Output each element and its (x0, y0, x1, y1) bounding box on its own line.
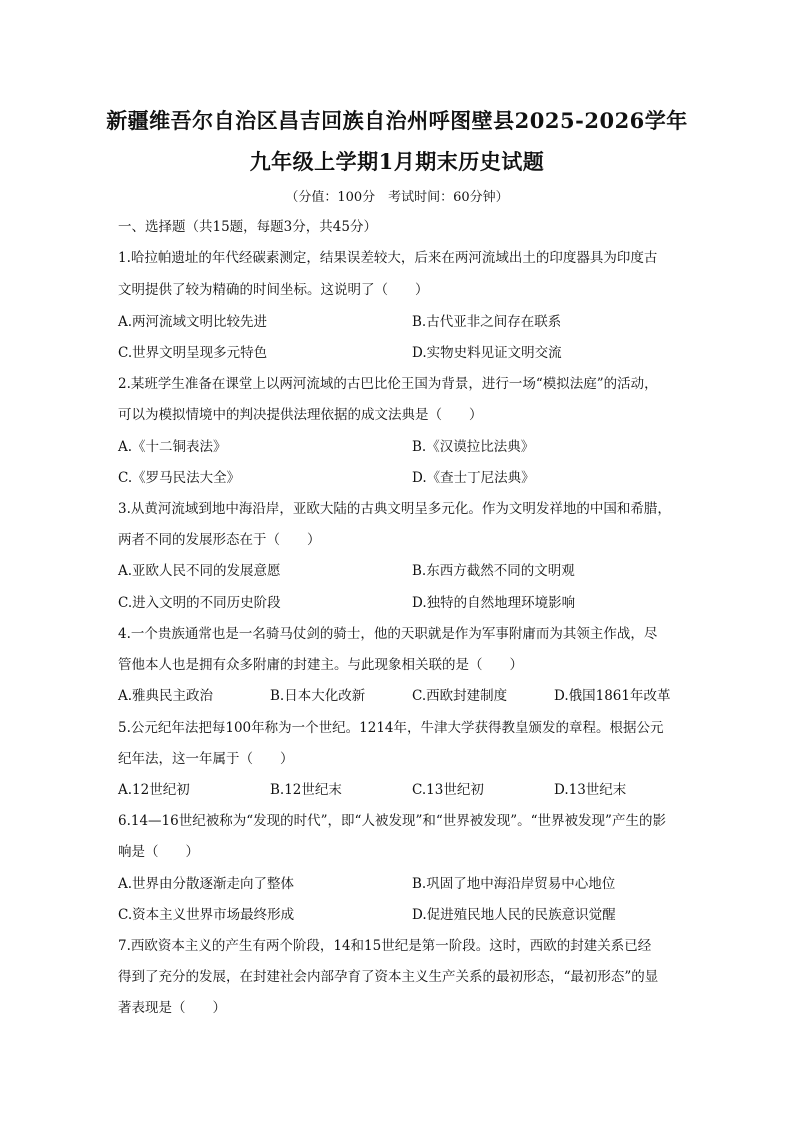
question-1-line-1: 1.哈拉帕遗址的年代经碳素测定，结果误差较大，后来在两河流域出土的印度器具为印度古 (118, 250, 658, 266)
exam-info: （分值：100分 考试时间：60分钟） (285, 190, 509, 205)
question-2-line-1: 2.某班学生准备在课堂上以两河流域的古巴比伦王国为背景，进行一场“模拟法庭”的活动， (118, 376, 658, 392)
question-4-line-1: 4.一个贵族通常也是一名骑马仗剑的骑士，他的天职就是作为军事附庸而为其领主作战，尽 (118, 626, 658, 642)
question-7-line-2: 得到了充分的发展，在封建社会内部孕育了资本主义生产关系的最初形态，“最初形态”的显 (118, 969, 659, 985)
question-3-option-a: A.亚欧人民不同的发展意愿 (118, 563, 281, 579)
question-4-option-d: D.俄国1861年改革 (554, 688, 671, 704)
question-1-option-d: D.实物史料见证文明交流 (412, 345, 562, 361)
question-4-line-2: 管他本人也是拥有众多附庸的封建主。与此现象相关联的是（ ） (118, 657, 523, 673)
question-1-line-2: 文明提供了较为精确的时间坐标。这说明了（ ） (118, 282, 429, 298)
question-6-option-b: B.巩固了地中海沿岸贸易中心地位 (412, 876, 616, 892)
question-1-option-a: A.两河流域文明比较先进 (118, 314, 268, 330)
question-2-option-c: C.《罗马民法大全》 (118, 470, 241, 486)
question-6-option-d: D.促进殖民地人民的民族意识觉醒 (412, 907, 616, 923)
question-3-option-c: C.进入文明的不同历史阶段 (118, 595, 281, 611)
question-1-option-c: C.世界文明呈现多元特色 (118, 345, 268, 361)
question-1-option-b: B.古代亚非之间存在联系 (412, 314, 562, 330)
question-2-line-2: 可以为模拟情境中的判决提供法理依据的成文法典是（ ） (118, 407, 483, 423)
page-title-line2: 九年级上学期1月期末历史试题 (249, 149, 545, 174)
page-title-line1: 新疆维吾尔自治区昌吉回族自治州呼图壁县2025-2026学年 (106, 108, 688, 133)
question-6-option-c: C.资本主义世界市场最终形成 (118, 907, 295, 923)
question-6-option-a: A.世界由分散逐渐走向了整体 (118, 876, 295, 892)
question-4-option-a: A.雅典民主政治 (118, 688, 214, 704)
question-5-line-1: 5.公元纪年法把每100年称为一个世纪。1214年，牛津大学获得教皇颁发的章程。根据公元 (118, 720, 664, 736)
question-3-option-d: D.独特的自然地理环境影响 (412, 595, 576, 611)
question-5-line-2: 纪年法，这一年属于（ ） (118, 751, 294, 767)
question-5-option-d: D.13世纪末 (554, 782, 627, 798)
question-6-line-2: 响是（ ） (118, 844, 199, 860)
question-6-line-1: 6.14—16世纪被称为“发现的时代”，即“人被发现”和“世界被发现”。“世界被发现”产生的影 (118, 813, 666, 829)
question-4-option-b: B.日本大化改新 (270, 688, 366, 704)
section-heading: 一、选择题（共15题，每题3分，共45分） (118, 219, 377, 235)
question-7-line-3: 著表现是（ ） (118, 1000, 226, 1016)
question-2-option-a: A.《十二铜表法》 (118, 439, 227, 455)
question-4-option-c: C.西欧封建制度 (412, 688, 508, 704)
question-3-line-2: 两者不同的发展形态在于（ ） (118, 532, 321, 548)
question-3-line-1: 3.从黄河流域到地中海沿岸，亚欧大陆的古典文明呈多元化。作为文明发祥地的中国和希腊， (118, 501, 671, 517)
question-3-option-b: B.东西方截然不同的文明观 (412, 563, 575, 579)
question-7-line-1: 7.西欧资本主义的产生有两个阶段，14和15世纪是第一阶段。这时，西欧的封建关系已经 (118, 938, 652, 954)
question-2-option-d: D.《查士丁尼法典》 (412, 470, 535, 486)
question-5-option-a: A.12世纪初 (118, 782, 190, 798)
question-5-option-b: B.12世纪末 (270, 782, 342, 798)
question-2-option-b: B.《汉谟拉比法典》 (412, 439, 535, 455)
question-5-option-c: C.13世纪初 (412, 782, 484, 798)
